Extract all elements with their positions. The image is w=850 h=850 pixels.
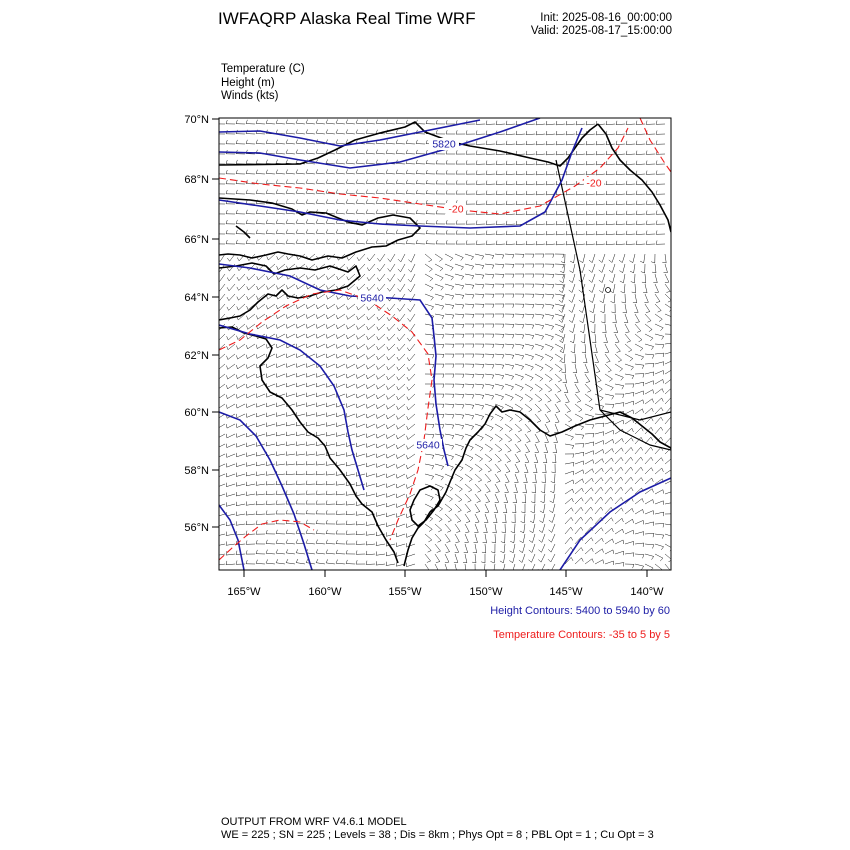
lon-label-155: 155°W (388, 586, 422, 598)
model-footer (221, 816, 654, 841)
longitude-ticks (244, 570, 647, 577)
height-label-north: 5820 (432, 138, 456, 151)
lat-label-70: 70°N (184, 114, 209, 126)
height-contour-legend: Height Contours: 5400 to 5940 by 60 (490, 605, 670, 617)
chart-title: IWFAQRP Alaska Real Time WRF (218, 9, 476, 28)
model-settings: WE = 225 ; SN = 225 ; Levels = 38 ; Dis = 8km ; Phys Opt = 8 ; PBL Opt = 1 ; Cu Opt = 3 (221, 828, 654, 841)
lat-label-56: 56°N (184, 522, 209, 534)
valid-time: Valid: 2025-08-17_15:00:00 (530, 25, 672, 37)
height-label-south: 5640 (416, 439, 440, 452)
lon-label-160: 160°W (308, 586, 342, 598)
longitude-labels (227, 586, 664, 598)
lon-label-145: 145°W (549, 586, 583, 598)
init-time: Init: 2025-08-16_00:00:00 (540, 12, 672, 24)
lat-label-60: 60°N (184, 407, 209, 419)
lon-label-150: 150°W (469, 586, 503, 598)
lon-label-140: 140°W (630, 586, 664, 598)
temperature-contour-legend: Temperature Contours: -35 to 5 by 5 (493, 629, 670, 641)
lat-label-58: 58°N (184, 465, 209, 477)
height-label-center: 5640 (360, 292, 384, 305)
lon-label-165: 165°W (227, 586, 261, 598)
temp-label-north: -20 (448, 203, 464, 216)
field-temperature: Temperature (C) (221, 63, 305, 75)
latitude-ticks (212, 119, 219, 527)
temp-label-east: -20 (586, 177, 602, 190)
lat-label-64: 64°N (184, 292, 209, 304)
lat-label-66: 66°N (184, 234, 209, 246)
lat-label-62: 62°N (184, 350, 209, 362)
lat-label-68: 68°N (184, 174, 209, 186)
latitude-labels (184, 114, 209, 534)
model-version: OUTPUT FROM WRF V4.6.1 MODEL (221, 816, 407, 828)
field-height: Height (m) (221, 76, 275, 89)
field-winds: Winds (kts) (221, 90, 279, 102)
